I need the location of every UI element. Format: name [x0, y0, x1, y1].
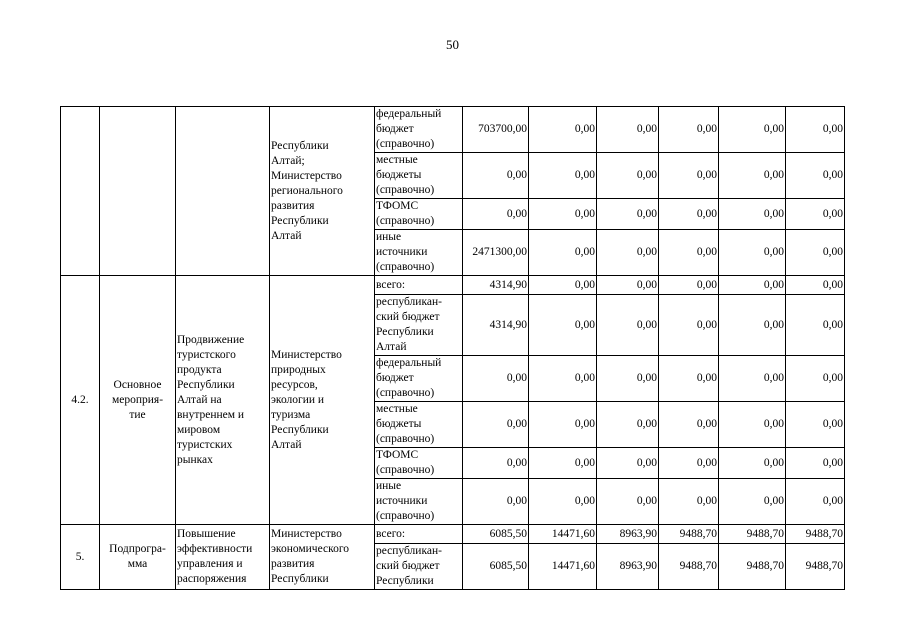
amount-cell: 0,00 [597, 199, 659, 230]
amount-cell: 0,00 [786, 356, 845, 402]
amount-cell: 0,00 [786, 479, 845, 525]
amount-cell: 0,00 [719, 230, 786, 276]
amount-cell: 8963,90 [597, 525, 659, 544]
funding-source-cell: ТФОМС (справочно) [375, 448, 463, 479]
amount-cell: 0,00 [597, 276, 659, 295]
amount-cell: 0,00 [786, 199, 845, 230]
amount-cell: 9488,70 [659, 525, 719, 544]
amount-cell: 0,00 [719, 153, 786, 199]
amount-cell: 0,00 [659, 230, 719, 276]
amount-cell: 703700,00 [463, 107, 529, 153]
amount-cell: 0,00 [786, 295, 845, 356]
amount-cell: 0,00 [659, 479, 719, 525]
amount-cell: 0,00 [719, 402, 786, 448]
amount-cell: 0,00 [719, 107, 786, 153]
amount-cell: 0,00 [529, 295, 597, 356]
amount-cell: 0,00 [529, 356, 597, 402]
amount-cell: 0,00 [529, 479, 597, 525]
item-number-cell: 4.2. [61, 276, 100, 525]
item-name-cell [176, 107, 270, 276]
amount-cell: 0,00 [597, 230, 659, 276]
amount-cell: 0,00 [529, 107, 597, 153]
amount-cell: 0,00 [463, 356, 529, 402]
amount-cell: 0,00 [529, 276, 597, 295]
amount-cell: 0,00 [786, 153, 845, 199]
funding-source-cell: местные бюджеты (справочно) [375, 402, 463, 448]
funding-source-cell: иные источники (справочно) [375, 230, 463, 276]
item-name-cell: Продвижение туристского продукта Республики Алтай на внутреннем и мировом туристских рынках [176, 276, 270, 525]
amount-cell: 6085,50 [463, 525, 529, 544]
amount-cell: 0,00 [529, 199, 597, 230]
amount-cell: 0,00 [597, 448, 659, 479]
executor-cell: Республики Алтай; Министерство регионального развития Республики Алтай [270, 107, 375, 276]
amount-cell: 0,00 [719, 448, 786, 479]
amount-cell: 8963,90 [597, 544, 659, 590]
amount-cell: 0,00 [786, 230, 845, 276]
amount-cell: 0,00 [597, 107, 659, 153]
amount-cell: 0,00 [529, 448, 597, 479]
funding-source-cell: республикан- ский бюджет Республики [375, 544, 463, 590]
amount-cell: 0,00 [597, 402, 659, 448]
amount-cell: 9488,70 [659, 544, 719, 590]
amount-cell: 0,00 [719, 479, 786, 525]
amount-cell: 0,00 [463, 199, 529, 230]
amount-cell: 0,00 [786, 276, 845, 295]
funding-source-cell: федеральный бюджет (справочно) [375, 107, 463, 153]
funding-source-cell: республикан- ский бюджет Республики Алтай [375, 295, 463, 356]
amount-cell: 9488,70 [719, 544, 786, 590]
amount-cell: 0,00 [659, 153, 719, 199]
amount-cell: 0,00 [659, 448, 719, 479]
funding-source-cell: федеральный бюджет (справочно) [375, 356, 463, 402]
amount-cell: 0,00 [719, 199, 786, 230]
amount-cell: 2471300,00 [463, 230, 529, 276]
funding-source-cell: ТФОМС (справочно) [375, 199, 463, 230]
amount-cell: 0,00 [719, 295, 786, 356]
amount-cell: 0,00 [719, 276, 786, 295]
table-row [61, 525, 845, 544]
item-number-cell [61, 107, 100, 276]
amount-cell: 0,00 [529, 402, 597, 448]
amount-cell: 0,00 [463, 448, 529, 479]
amount-cell: 9488,70 [786, 525, 845, 544]
amount-cell: 0,00 [659, 295, 719, 356]
amount-cell: 9488,70 [719, 525, 786, 544]
amount-cell: 0,00 [719, 356, 786, 402]
page-number: 50 [446, 37, 459, 52]
amount-cell: 0,00 [659, 107, 719, 153]
amount-cell: 0,00 [463, 479, 529, 525]
amount-cell: 0,00 [597, 295, 659, 356]
budget-table [60, 106, 845, 590]
amount-cell: 9488,70 [786, 544, 845, 590]
item-type-cell: Подпрогра- мма [100, 525, 176, 590]
amount-cell: 14471,60 [529, 544, 597, 590]
item-name-cell: Повышение эффективности управления и распоряжения [176, 525, 270, 590]
funding-source-cell: местные бюджеты (справочно) [375, 153, 463, 199]
amount-cell: 0,00 [463, 402, 529, 448]
amount-cell: 0,00 [659, 356, 719, 402]
funding-source-cell: всего: [375, 276, 463, 295]
executor-cell: Министерство природных ресурсов, экологии и туризма Республики Алтай [270, 276, 375, 525]
amount-cell: 0,00 [786, 107, 845, 153]
amount-cell: 0,00 [659, 402, 719, 448]
amount-cell: 0,00 [659, 199, 719, 230]
item-type-cell: Основное мероприя- тие [100, 276, 176, 525]
item-number-cell: 5. [61, 525, 100, 590]
item-type-cell [100, 107, 176, 276]
funding-source-cell: всего: [375, 525, 463, 544]
amount-cell: 14471,60 [529, 525, 597, 544]
amount-cell: 4314,90 [463, 295, 529, 356]
amount-cell: 0,00 [529, 230, 597, 276]
amount-cell: 6085,50 [463, 544, 529, 590]
amount-cell: 0,00 [659, 276, 719, 295]
table-row [61, 276, 845, 295]
table-row [61, 107, 845, 153]
funding-source-cell: иные источники (справочно) [375, 479, 463, 525]
amount-cell: 0,00 [597, 153, 659, 199]
amount-cell: 0,00 [597, 356, 659, 402]
amount-cell: 4314,90 [463, 276, 529, 295]
amount-cell: 0,00 [786, 402, 845, 448]
amount-cell: 0,00 [463, 153, 529, 199]
amount-cell: 0,00 [597, 479, 659, 525]
amount-cell: 0,00 [786, 448, 845, 479]
executor-cell: Министерство экономического развития Республики [270, 525, 375, 590]
amount-cell: 0,00 [529, 153, 597, 199]
